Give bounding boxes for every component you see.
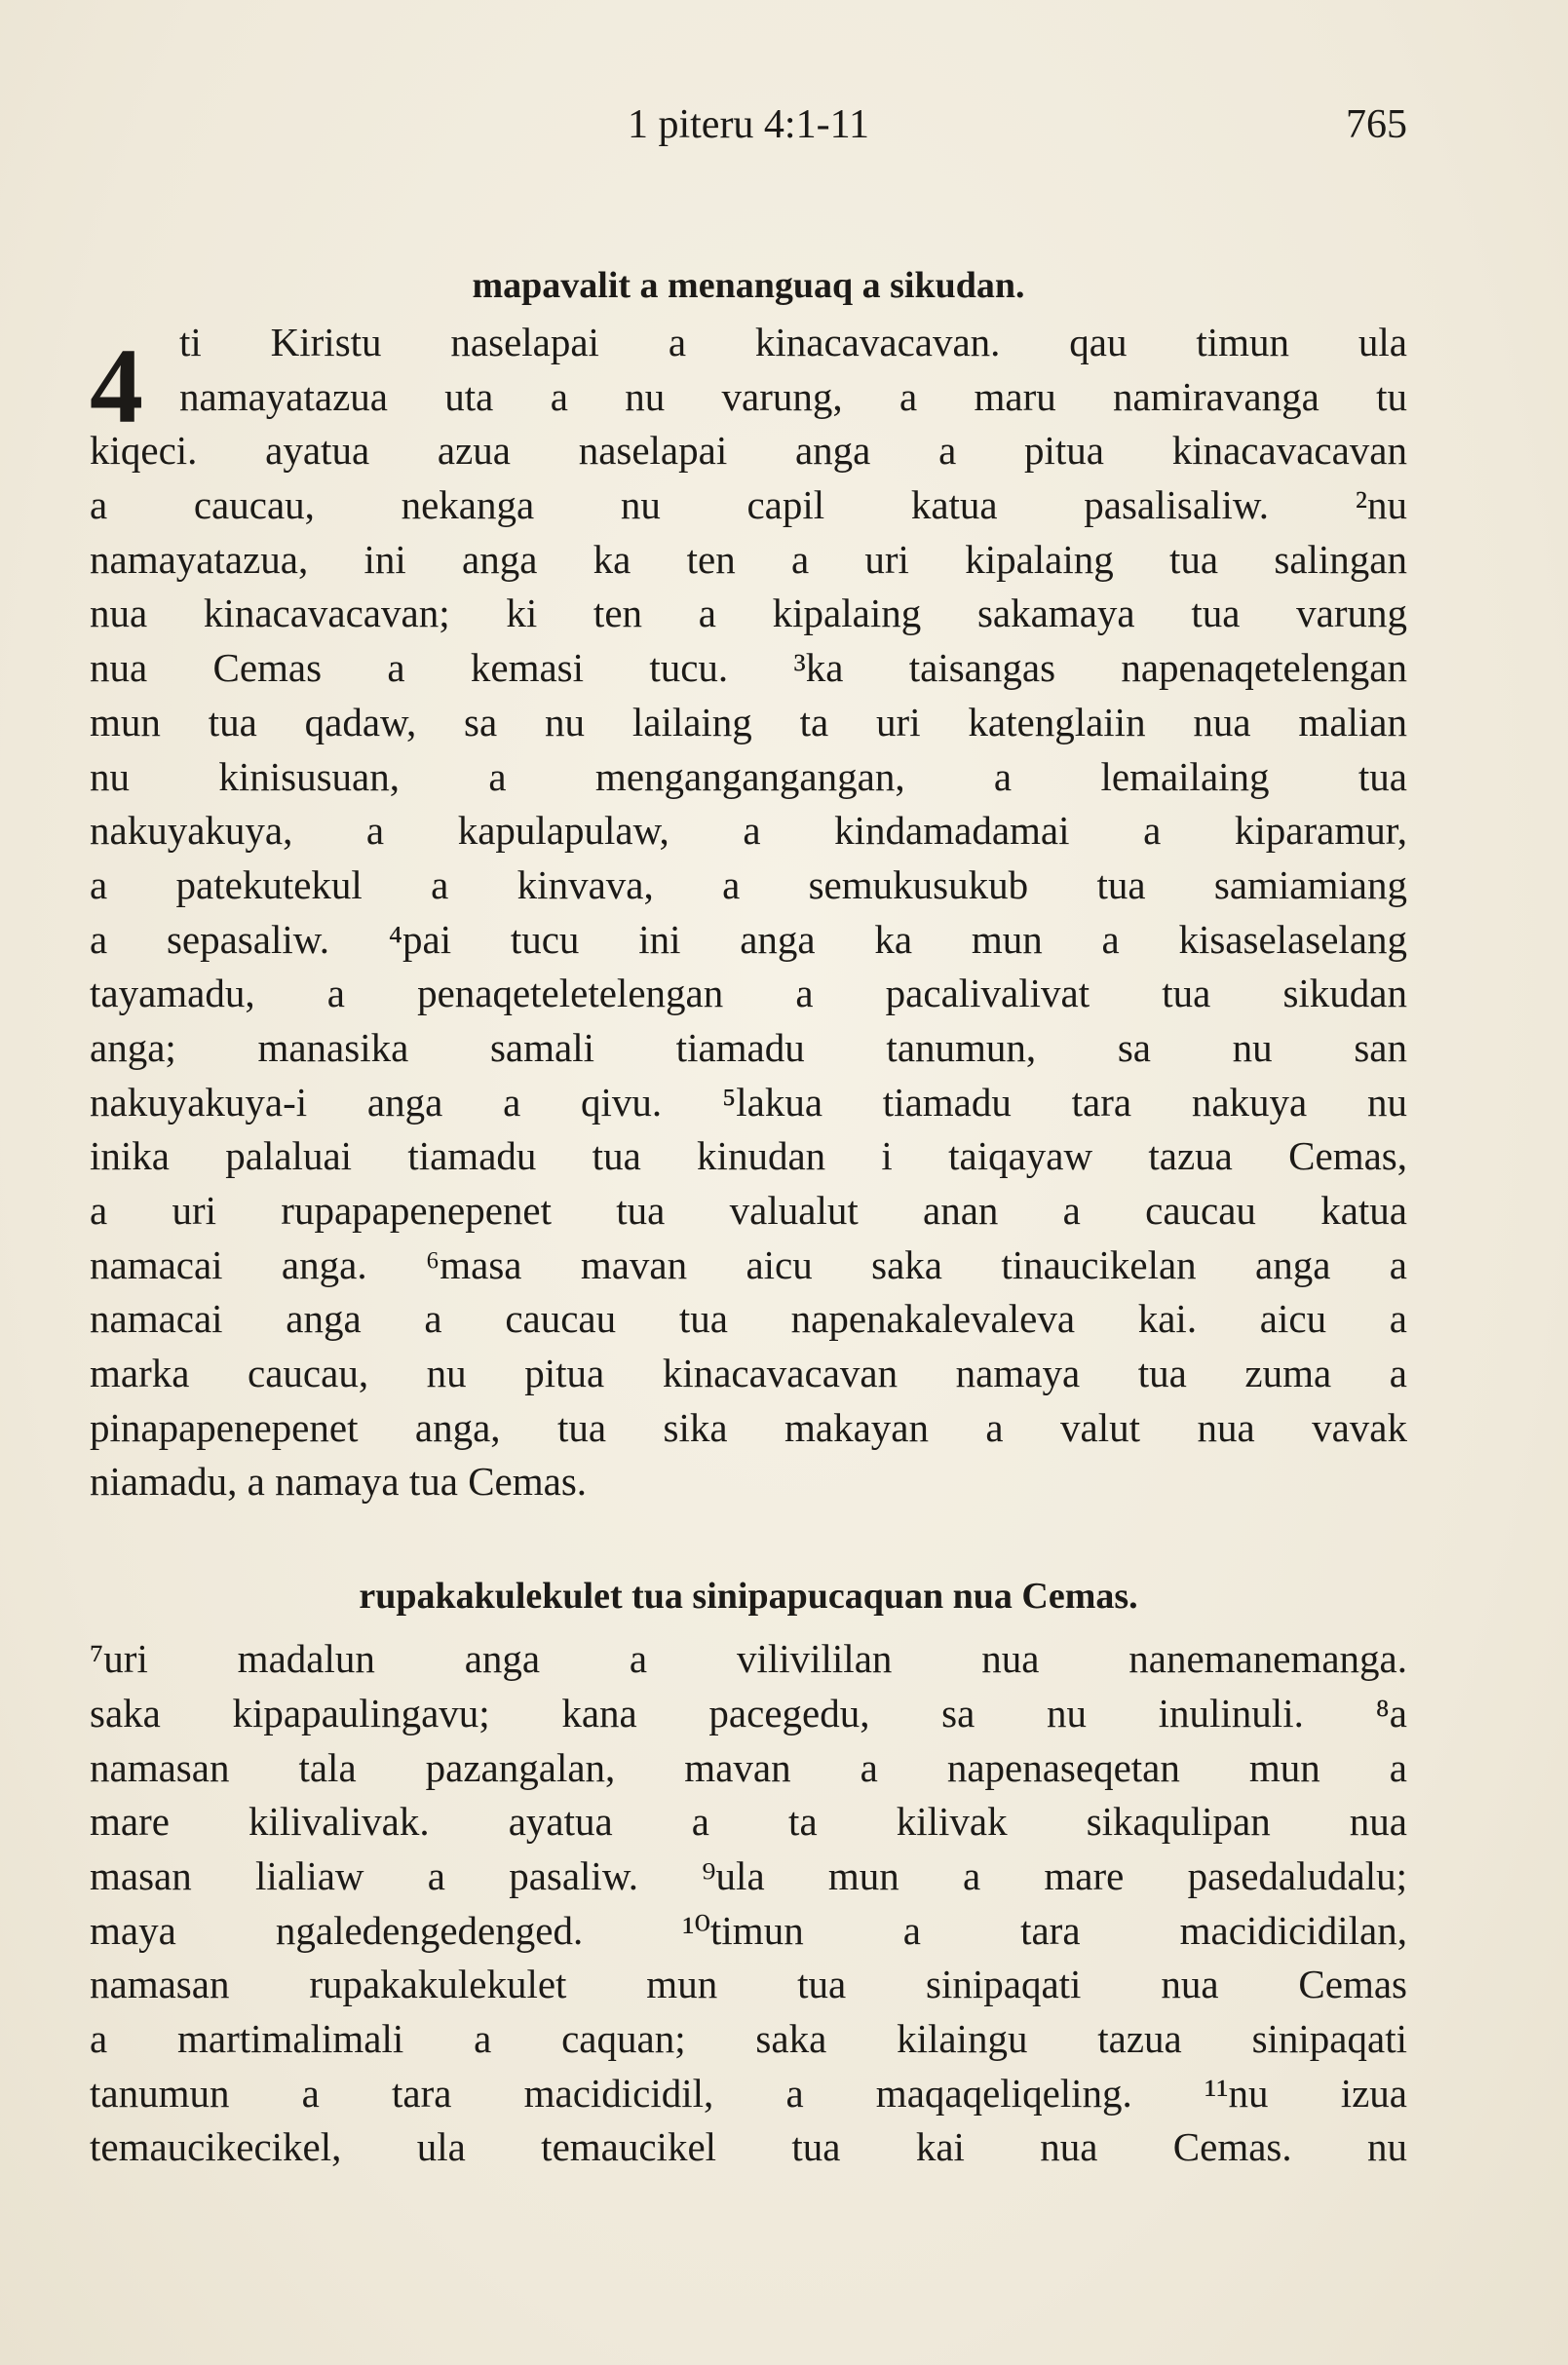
text-line: namayatazua, ini anga ka ten a uri kipalaing tua salingan <box>90 536 1407 582</box>
text-line: namayatazua uta a nu varung, a maru namiravanga tu <box>179 373 1407 419</box>
text-line: nakuyakuya, a kapulapulaw, a kindamadamai a kiparamur, <box>90 808 1407 854</box>
text-line: kiqeci. ayatua azua naselapai anga a pitua kinacavacavan <box>90 428 1407 474</box>
page-number: 765 <box>1346 102 1407 147</box>
text-line: temaucikecikel, ula temaucikel tua kai nua Cemas. nu <box>90 2124 1407 2170</box>
text-line: a martimalimali a caquan; saka kilaingu tazua sinipaqati <box>90 2015 1407 2061</box>
text-line: mun tua qadaw, sa nu lailaing ta uri katenglaiin nua malian <box>90 699 1407 744</box>
text-line: ⁷uri madalun anga a vilivililan nua nanemanemanga. <box>90 1636 1407 1682</box>
chapter-number: 4 <box>90 326 143 445</box>
paragraph <box>90 316 1407 1509</box>
chapter-reference: 1 piteru 4:1-11 <box>627 102 870 147</box>
text-line: namacai anga a caucau tua napenakalevaleva kai. aicu a <box>90 1296 1407 1342</box>
text-line: saka kipapaulingavu; kana pacegedu, sa nu inulinuli. ⁸a <box>90 1690 1407 1736</box>
section-heading: mapavalit a menanguaq a sikudan. <box>472 265 1025 306</box>
section-gap <box>90 1509 1407 1566</box>
text-line: namasan rupakakulekulet mun tua sinipaqati nua Cemas <box>90 1962 1407 2007</box>
text-line: masan lialiaw a pasaliw. ⁹ula mun a mare pasedaludalu; <box>90 1852 1407 1898</box>
text-line: nua Cemas a kemasi tucu. ³ka taisangas napenaqetelengan <box>90 645 1407 691</box>
text-line: maya ngaledengedenged. ¹⁰timun a tara macidicidilan, <box>90 1907 1407 1953</box>
text-line: inika palaluai tiamadu tua kinudan i taiqayaw tazua Cemas, <box>90 1133 1407 1179</box>
text-line: a sepasaliw. ⁴pai tucu ini anga ka mun a kisaselaselang <box>90 916 1407 962</box>
text-line: nua kinacavacavan; ki ten a kipalaing sakamaya tua varung <box>90 591 1407 636</box>
text-line: nu kinisusuan, a mengangangangan, a lemailaing tua <box>90 753 1407 799</box>
text-block <box>90 255 1407 2175</box>
text-line: ti Kiristu naselapai a kinacavacavan. qau timun ula <box>179 320 1407 364</box>
text-line: marka caucau, nu pitua kinacavacavan namaya tua zuma a <box>90 1351 1407 1396</box>
text-line: a uri rupapapenepenet tua valualut anan a caucau katua <box>90 1188 1407 1233</box>
text-line: tayamadu, a penaqeteletelengan a pacalivalivat tua sikudan <box>90 971 1407 1016</box>
text-line: namasan tala pazangalan, mavan a napenaseqetan mun a <box>90 1744 1407 1790</box>
text-line: a patekutekul a kinvava, a semukusukub tua samiamiang <box>90 861 1407 907</box>
text-line: anga; manasika samali tiamadu tanumun, sa nu san <box>90 1024 1407 1070</box>
text-line: nakuyakuya-i anga a qivu. ⁵lakua tiamadu tara nakuya nu <box>90 1079 1407 1125</box>
text-line: tanumun a tara macidicidil, a maqaqeliqeling. ¹¹nu izua <box>90 2070 1407 2116</box>
section-heading: rupakakulekulet tua sinipapucaquan nua Cemas. <box>359 1576 1138 1618</box>
running-header <box>90 95 1407 154</box>
text-line: namacai anga. ⁶masa mavan aicu saka tinaucikelan anga a <box>90 1241 1407 1287</box>
paragraph <box>90 1632 1407 2175</box>
text-line: pinapapenepenet anga, tua sika makayan a valut nua vavak <box>90 1404 1407 1450</box>
text-line: niamadu, a namaya tua Cemas. <box>90 1459 588 1505</box>
text-line: mare kilivalivak. ayatua a ta kilivak sikaqulipan nua <box>90 1799 1407 1845</box>
text-line: a caucau, nekanga nu capil katua pasalisaliw. ²nu <box>90 482 1407 528</box>
